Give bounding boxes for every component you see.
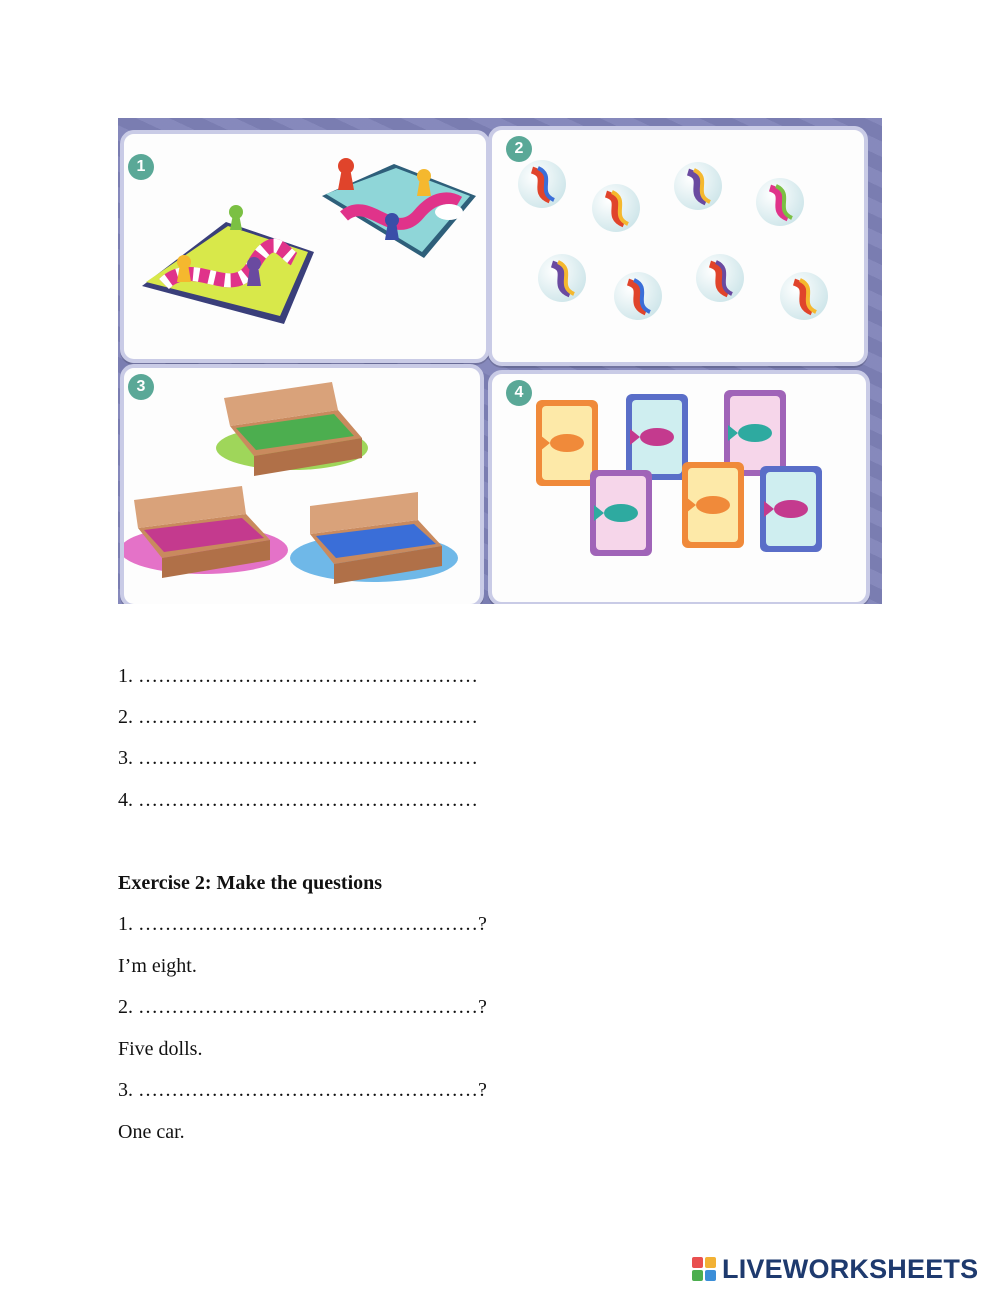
question-line-2[interactable]: 2. ……………………………………………?: [118, 996, 487, 1018]
logo-mark-square: [692, 1257, 703, 1268]
logo-mark-square: [705, 1257, 716, 1268]
answer-line-4[interactable]: 4. ……………………………………………: [118, 789, 478, 811]
panel-number-badge: 2: [506, 136, 532, 162]
panel-marbles: [488, 126, 868, 366]
panel-board-games: [120, 130, 490, 363]
panel-number-badge: 3: [128, 374, 154, 400]
panel-number-badge: 1: [128, 154, 154, 180]
answer-line-3[interactable]: 3. ……………………………………………: [118, 747, 478, 769]
question-line-3[interactable]: 3. ……………………………………………?: [118, 1079, 487, 1101]
answer-text-2: Five dolls.: [118, 1038, 203, 1060]
exercise-2-heading: Exercise 2: Make the questions: [118, 872, 383, 894]
panel-jigsaw-puzzles: [120, 364, 484, 604]
marbles-image: [492, 130, 864, 362]
liveworksheets-logo: [692, 1254, 978, 1284]
panel-playing-cards: [488, 370, 870, 604]
answer-text-3: One car.: [118, 1121, 185, 1143]
logo-mark-icon: [692, 1257, 716, 1281]
board-games-image: [124, 134, 486, 359]
answer-line-2[interactable]: 2. ……………………………………………: [118, 706, 478, 728]
question-line-1[interactable]: 1. ……………………………………………?: [118, 913, 487, 935]
playing-cards-image: [492, 374, 866, 602]
logo-mark-square: [705, 1270, 716, 1281]
toys-illustration: [118, 118, 882, 604]
answer-line-1[interactable]: 1. ……………………………………………: [118, 665, 478, 687]
jigsaw-puzzles-image: [124, 368, 480, 604]
logo-text: LIVEWORKSHEETS: [722, 1253, 979, 1284]
answer-text-1: I’m eight.: [118, 955, 197, 977]
panel-number-badge: 4: [506, 380, 532, 406]
logo-mark-square: [692, 1270, 703, 1281]
